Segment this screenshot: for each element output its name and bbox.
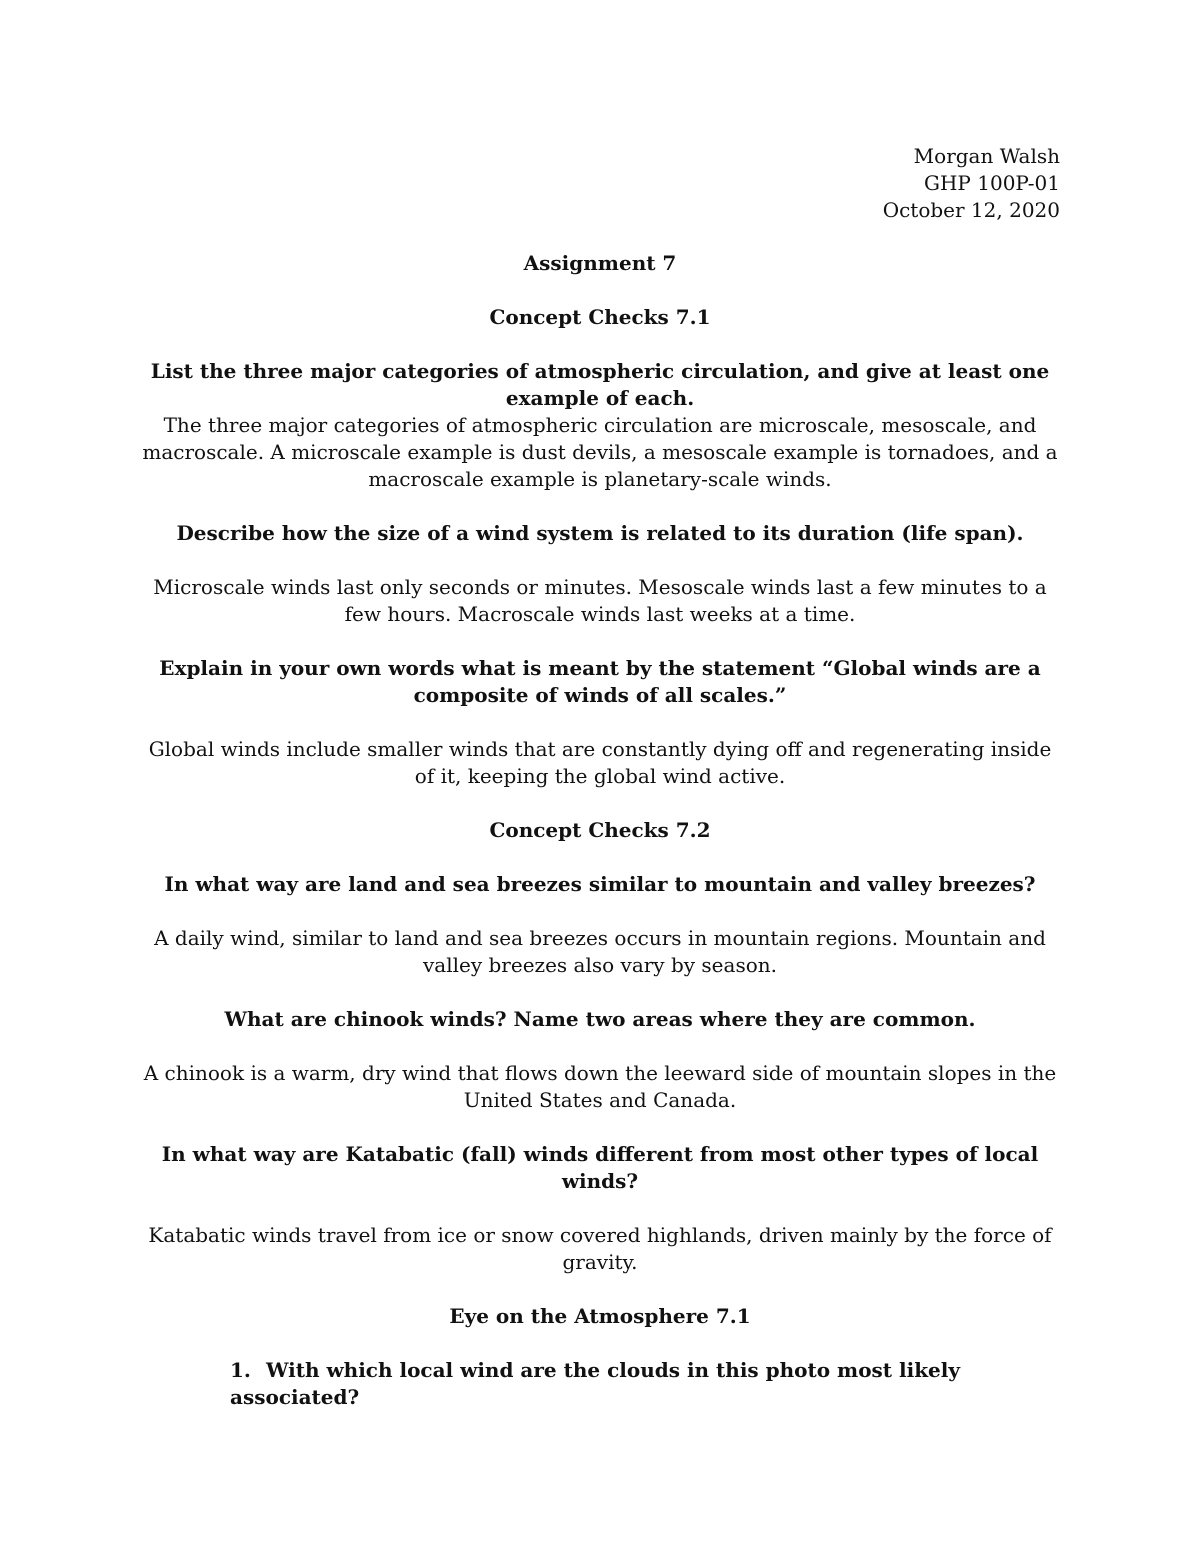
question-7-1-2: Describe how the size of a wind system is related to its duration (life span). <box>176 521 1024 545</box>
answer-7-2-3: Katabatic winds travel from ice or snow covered highlands, driven mainly by the force of gravity. <box>148 1223 1052 1274</box>
answer-7-1-3: Global winds include smaller winds that are constantly dying off and regenerating inside of it, keeping the global wind active. <box>148 737 1052 788</box>
numbered-question-1 <box>230 1357 1060 1411</box>
document-body <box>140 250 1060 1411</box>
document-date: October 12, 2020 <box>882 198 1060 222</box>
author-header <box>883 143 1060 224</box>
section-heading-eye-7-1: Eye on the Atmosphere 7.1 <box>449 1304 751 1328</box>
answer-7-1-2: Microscale winds last only seconds or minutes. Mesoscale winds last a few minutes to a few hours. Macroscale winds last weeks at a time. <box>153 575 1047 626</box>
answer-7-2-1: A daily wind, similar to land and sea breezes occurs in mountain regions. Mountain and valley breezes also vary by season. <box>154 926 1046 977</box>
author-name: Morgan Walsh <box>913 144 1060 168</box>
question-7-2-3: In what way are Katabatic (fall) winds different from most other types of local winds? <box>161 1142 1039 1193</box>
question-7-1-3: Explain in your own words what is meant by the statement “Global winds are a composite of winds of all scales.” <box>159 656 1041 707</box>
section-heading-7-1: Concept Checks 7.1 <box>489 305 711 329</box>
answer-7-1-1: The three major categories of atmospheric circulation are microscale, mesoscale, and macroscale. A microscale example is dust devils, a mesoscale example is tornadoes, and a macroscale example is planetary-scale winds. <box>142 413 1058 491</box>
section-heading-7-2: Concept Checks 7.2 <box>489 818 711 842</box>
question-7-2-2: What are chinook winds? Name two areas where they are common. <box>224 1007 976 1031</box>
list-number: 1. <box>230 1358 251 1382</box>
question-7-1-1: List the three major categories of atmospheric circulation, and give at least one example of each. <box>150 359 1050 410</box>
document-title: Assignment 7 <box>523 251 677 275</box>
answer-7-2-2: A chinook is a warm, dry wind that flows down the leeward side of mountain slopes in the United States and Canada. <box>143 1061 1057 1112</box>
list-item-text: With which local wind are the clouds in this photo most likely associated? <box>230 1358 961 1409</box>
question-7-2-1: In what way are land and sea breezes similar to mountain and valley breezes? <box>164 872 1036 896</box>
course-code: GHP 100P-01 <box>924 171 1060 195</box>
